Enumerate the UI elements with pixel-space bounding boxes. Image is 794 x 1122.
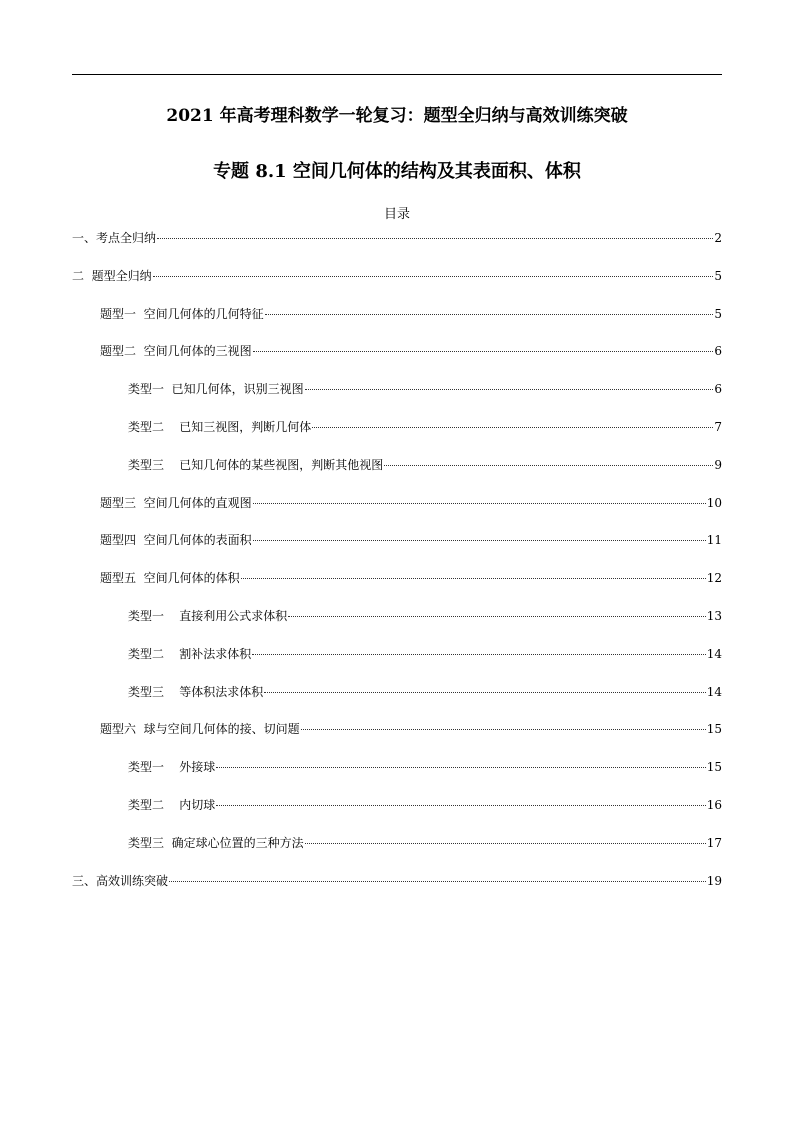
toc-dot-leader xyxy=(264,692,705,693)
table-of-contents xyxy=(72,229,722,909)
toc-dot-leader xyxy=(305,389,714,390)
toc-entry[interactable] xyxy=(72,720,722,758)
toc-entry-label: 类型二 内切球 xyxy=(128,797,216,812)
toc-entry-page-number: 15 xyxy=(706,722,722,737)
toc-entry-page-number: 12 xyxy=(706,571,722,586)
toc-entry[interactable] xyxy=(72,531,722,569)
toc-entry[interactable] xyxy=(72,607,722,645)
toc-entry-page-number: 13 xyxy=(706,608,722,623)
toc-entry[interactable] xyxy=(72,645,722,683)
toc-entry[interactable] xyxy=(72,569,722,607)
toc-entry-label: 三、高效训练突破 xyxy=(72,873,169,888)
toc-entry[interactable] xyxy=(72,229,722,267)
toc-entry-label: 题型四 空间几何体的表面积 xyxy=(100,533,252,548)
toc-entry[interactable] xyxy=(72,796,722,834)
toc-entry-label: 类型一 外接球 xyxy=(128,760,216,775)
toc-entry-label: 题型一 空间几何体的几何特征 xyxy=(100,306,264,321)
toc-entry[interactable] xyxy=(72,418,722,456)
toc-entry-label: 题型二 空间几何体的三视图 xyxy=(100,344,252,359)
header-rule xyxy=(72,74,722,75)
toc-entry-label: 类型三 等体积法求体积 xyxy=(128,684,264,699)
toc-entry[interactable] xyxy=(72,380,722,418)
toc-entry-label: 类型二 已知三视图，判断几何体 xyxy=(128,419,312,434)
toc-entry[interactable] xyxy=(72,683,722,721)
toc-dot-leader xyxy=(253,351,714,352)
toc-entry-page-number: 14 xyxy=(706,684,722,699)
toc-entry-label: 类型一 已知几何体，识别三视图 xyxy=(128,382,304,397)
toc-entry-label: 题型五 空间几何体的体积 xyxy=(100,571,240,586)
toc-entry[interactable] xyxy=(72,494,722,532)
toc-entry-label: 类型二 割补法求体积 xyxy=(128,646,252,661)
toc-dot-leader xyxy=(216,767,705,768)
toc-entry-page-number: 19 xyxy=(706,873,722,888)
toc-entry-page-number: 14 xyxy=(706,646,722,661)
toc-entry[interactable] xyxy=(72,758,722,796)
toc-entry[interactable] xyxy=(72,834,722,872)
toc-entry-page-number: 10 xyxy=(706,495,722,510)
toc-dot-leader xyxy=(253,540,706,541)
toc-entry-page-number: 11 xyxy=(706,533,722,548)
toc-dot-leader xyxy=(252,654,705,655)
toc-entry-page-number: 6 xyxy=(714,344,722,359)
toc-dot-leader xyxy=(312,427,713,428)
toc-entry-label: 二 题型全归纳 xyxy=(72,268,152,283)
toc-entry-page-number: 5 xyxy=(714,306,722,321)
toc-dot-leader xyxy=(216,805,705,806)
toc-dot-leader xyxy=(153,276,714,277)
toc-entry[interactable] xyxy=(72,872,722,910)
toc-dot-leader xyxy=(241,578,706,579)
toc-entry-page-number: 15 xyxy=(706,760,722,775)
toc-dot-leader xyxy=(157,238,713,239)
toc-dot-leader xyxy=(384,465,713,466)
document-title: 2021 年高考理科数学一轮复习：题型全归纳与高效训练突破 xyxy=(166,106,628,126)
toc-dot-leader xyxy=(288,616,705,617)
toc-dot-leader xyxy=(253,503,706,504)
toc-entry-page-number: 17 xyxy=(706,835,722,850)
document-subtitle: 专题 8.1 空间几何体的结构及其表面积、体积 xyxy=(213,161,581,182)
toc-entry-label: 题型六 球与空间几何体的接、切问题 xyxy=(100,722,300,737)
toc-dot-leader xyxy=(265,314,714,315)
toc-entry[interactable] xyxy=(72,305,722,343)
toc-entry[interactable] xyxy=(72,267,722,305)
toc-dot-leader xyxy=(169,881,706,882)
toc-entry-page-number: 7 xyxy=(714,419,722,434)
toc-entry-page-number: 5 xyxy=(714,268,722,283)
toc-entry-page-number: 2 xyxy=(714,231,722,245)
toc-entry-page-number: 6 xyxy=(714,382,722,397)
toc-dot-leader xyxy=(305,843,706,844)
toc-entry-label: 类型三 确定球心位置的三种方法 xyxy=(128,835,304,850)
toc-entry[interactable] xyxy=(72,342,722,380)
toc-heading: 目录 xyxy=(383,207,410,222)
toc-entry[interactable] xyxy=(72,456,722,494)
toc-entry-page-number: 9 xyxy=(714,457,722,472)
toc-entry-label: 一、考点全归纳 xyxy=(72,231,157,245)
toc-entry-label: 类型三 已知几何体的某些视图，判断其他视图 xyxy=(128,457,384,472)
toc-entry-label: 类型一 直接利用公式求体积 xyxy=(128,608,288,623)
toc-dot-leader xyxy=(301,729,706,730)
toc-entry-label: 题型三 空间几何体的直观图 xyxy=(100,495,252,510)
toc-entry-page-number: 16 xyxy=(706,797,722,812)
